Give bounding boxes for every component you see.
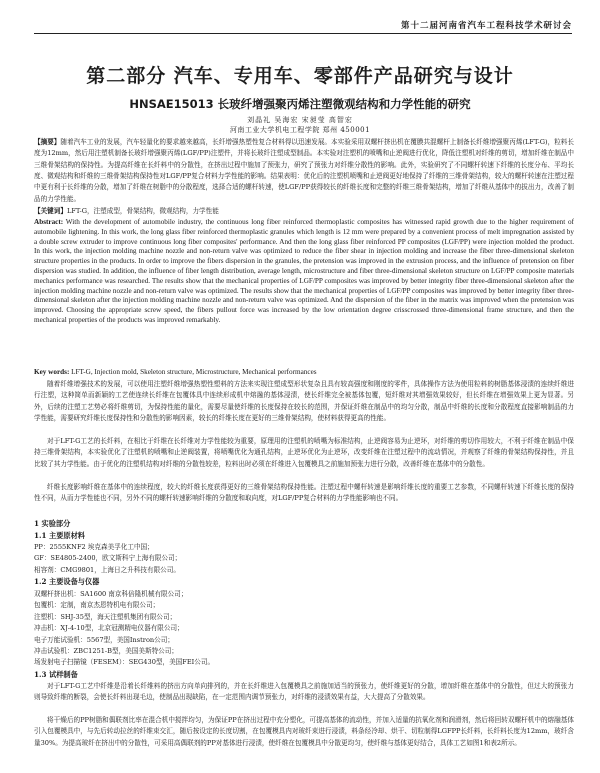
intro-paragraph-1: 随着纤维增强技术的发展，可以使用注塑纤维增强热塑性塑料的方法来实现注塑成型形状复杂且具有较高强度和刚度的零件，具体操作方法为使用粒料的树脂基体浸渍的连续纤维进行注塑，这种简单而新颖的工艺使连续长纤维在包覆体具中连续形成机中熔融的基体浸渍，使长纤维完全被基体包覆，短纤维对其增强效果较好，但长纤维在增强效果上更为显著。另外，后续的注塑工艺势必将纤维剪切，为保持性能的量化，需要尽量使纤维的长度保持在较长的范围，并保证纤维在制品中的均匀分散，制品中纤维的长度和分散程度直接影响制品的力学性能，需要研究纤维长度保持性和分散性的影响因素，较长的纤维长度在更好的三维骨架结构，使材料获得更高的性能。 bbox=[34, 380, 574, 423]
keywords-en bbox=[34, 367, 574, 378]
abstract-en-text: With the development of automobile industry, the continuous long fiber reinforced thermoplastic composites has witnessed rapid growth due to the higher requirement of automobile lightening. In this work, the long glass fiber reinforced thermoplastic granules which length is 12 mm were prepared by a convenient process of melt impregnation assisted by a double screw extruder to improve continuous long fiber composites' performance. And then the long glass fiber reinforced PP composites (LGF/PP) were injection molded the product. In this work, the injection molding machine nozzle and non-return valve was optimized to reduce the fiber shear in injection molding and increase the fiber three-dimensional skeleton structure properties in the products. In order to improve the fibers dispersion in the granules, the pretension was improved in the extrusion process, and the influence of pretension on fiber dispersion was studied. In addition, the influence of fiber length distribution, average length, microstructure and fiber three-dimensional skeleton structure on LGF/PP composite materials mechanics performance was researched. The results show that the mechanical properties of LGF/PP composites was improved by better integrity fiber three-dimensional skeleton after the injection molding machine nozzle and non-return valve was optimized. The results show that the mechanical properties of LGF/PP composites was improved by better integrity fiber three-dimensional skeleton after the injection molding machine nozzle and non-return valve was optimized. And the dispersion of the fiber in the matrix was improved when the pretension was improved. Choosing the appropriate screw speed, the fibers pullout force was increased by the low orientation degree crisscrossed three-dimensional frame structure, and then the mechanical properties of the products was improved remarkably. bbox=[34, 218, 574, 324]
abstract-en-label: Abstract: bbox=[34, 218, 64, 226]
list-item: GF：SE4805-2400，欧文斯科宁上海有限公司； bbox=[34, 554, 182, 563]
intro-paragraph-3: 纤维长度影响纤维在基体中的连续程度，较大的纤维长度获得更好的三维骨架结构保持性能。注塑过程中螺杆转速是影响纤维长度的重要工艺参数，不同螺杆转速下纤维长度的保持性不同，从而力学性能也不同，另外不同的螺杆转速影响纤维的分散度和取向度，对LGF/PP复合材料的力学性能影响也不同。 bbox=[34, 483, 574, 503]
materials-list bbox=[34, 542, 574, 576]
authors: 刘晶礼 吴海宏 宋昶莹 高智宏 bbox=[247, 116, 353, 124]
list-item: 电子万能试验机：5567型，美国Instron公司； bbox=[34, 635, 174, 644]
list-item: 冲击机：XJ-4-10型，北京冠测精电仪器有限公司； bbox=[34, 624, 184, 633]
abstract-cn-text: 随着汽车工业的发展，汽车轻量化的要求越来越高，长纤增强热塑性复合材料得以迅速发展。本实验采用双螺杆挤出机在覆膜共混螺杆上制备长纤维增强聚丙烯(LFT-G)，粒料长度为12mm，然后用注塑机制备长玻纤增强聚丙烯(LGF/PP)注塑件，并将长玻纤注塑成型制品。本实验对注塑机的喷嘴和止逆阀进行优化，降低注塑机对纤维的剪切，增加纤维在制品中三维骨架结构的保持性。为提高纤维在长纤料中的分散性，在挤出过程中施加了预张力，研究了预张力对纤维分散性的影响。此外，实验研究了不同螺杆转速下纤维的长度分布、平均长度、微观结构和纤维的三维骨架结构保持性对LGF/PP复合材料力学性能的影响。结果表明：优化后的注塑机喷嘴和止逆阀更好地保持了纤维的三维骨架结构，较大的螺杆转速在注塑过程中更有利于长纤维的分散，增加了纤维在树脂中的分散程度，选择合适的螺杆转速，使LGF/PP获得较长的纤维长度和完整的纤维三维骨架结构，增加了纤维从基体中的拔出力，改善了制品的力学性能。 bbox=[34, 138, 574, 203]
abstract-en bbox=[34, 218, 574, 366]
running-header: 第十二届河南省汽车工程科技学术研讨会 bbox=[400, 21, 572, 31]
list-item: 包覆机：定制，南京杰恩特机电有限公司； bbox=[34, 601, 160, 610]
paper-title: HNSAE15013 长玻纤增强聚丙烯注塑微观结构和力学性能的研究 bbox=[129, 97, 471, 111]
preparation-paragraph-1: 对于LFT-G工艺中纤维是沿着长纤维料的挤出方向单向排列的，并在长纤维进入包覆模具之前施加适当的预张力，使纤维更好的分散，增加纤维在基体中的分散性，但过大的预张力则导致纤维的断裂，会使长纤料出现毛边，使制品出现缺陷，在一定范围内调节预张力，对纤维的浸渍效果有益，大大提高了分散效果。 bbox=[34, 682, 574, 702]
keywords-en-label: Key words: bbox=[34, 368, 70, 376]
section-heading-preparation: 1.3 试样制备 bbox=[34, 670, 78, 679]
keywords-cn-label: 【关键词】 bbox=[34, 207, 67, 215]
keywords-en-text: LFT-G, Injection mold, Skeleton structure, Microstructure, Mechanical performances bbox=[71, 368, 317, 376]
part-title: 第二部分 汽车、专用车、零部件产品研究与设计 bbox=[86, 65, 514, 87]
keywords-cn-text: LFT-G，注塑成型，骨架结构，微观结构，力学性能 bbox=[66, 207, 219, 215]
affiliation: 河南工业大学机电工程学院 郑州 450001 bbox=[229, 126, 371, 134]
list-item: PP：2555KNF2 埃克森美孚化工中国； bbox=[34, 543, 154, 551]
intro-paragraph-2: 对于LFT-G工艺的长纤料，在相比于纤维在长纤维对力学性能较为重要，原理用的注塑机的喷嘴为标准结构，止逆阀容易为止逆环，对纤维的剪切作用较大，不利于纤维在制品中保持三维骨架结构，本实验优化了注塑机的喷嘴和止逆阀装置，将喷嘴优化为通孔结构，止逆环优化为止逆环，改变纤维在注塑过程中的流动情况，并观察了纤维的骨架结构保持性，并且比较了其力学性能。由于优化的注塑机结构对纤维的分散性较差，粒料出时必须在纤维进入包覆模具之前施加预张力进行分散，改善纤维在基体中的分散性。 bbox=[34, 437, 574, 468]
list-item: 场发射电子扫描镜（FESEM）：SEG430型，美国FEI公司。 bbox=[34, 658, 215, 667]
list-item: 双螺杆挤出机：SA1600 南京科倍隆机械有限公司； bbox=[34, 590, 188, 598]
list-item: 冲击试验机：ZBC1251-B型，美国美斯特公司； bbox=[34, 647, 178, 656]
header-rule bbox=[34, 33, 572, 34]
section-heading-experiment: 1 实验部分 bbox=[34, 519, 71, 528]
abstract-cn-label: 【摘要】 bbox=[34, 138, 61, 146]
list-item: 相容剂：CMG9801，上海日之升科技有限公司。 bbox=[34, 565, 180, 574]
keywords-cn bbox=[34, 206, 574, 218]
equipment-list bbox=[34, 589, 574, 669]
section-heading-materials: 1.1 主要原材料 bbox=[34, 531, 85, 540]
list-item: 注塑机：SHJ-35型，海天注塑机集团有限公司； bbox=[34, 612, 177, 621]
section-heading-equipment: 1.2 主要设备与仪器 bbox=[34, 577, 100, 586]
abstract-cn bbox=[34, 137, 574, 206]
preparation-paragraph-2: 将干燥后的PP树脂和偶联剂比率在混合机中搅拌均匀，为保证PP在挤出过程中充分塑化，可提高基体的流动性，并加入适量的抗氧化剂和润滑剂，然后将回转双螺杆机中的熔融基体引入包覆模具中，与先后转动拉丝的纤维束交汇，随后按设定的长度切割，在包覆模具内对玻纤束进行浸渍，料条经冷却、烘干、切粒制得LGFPP长纤料，长纤料长度为12mm，玻纤含量30%。为提高玻纤在挤出中的分散性，可采用高偶联剂的PP对基体进行浸渍，使纤维在包覆模具中分散更均匀，使纤维与基体更好结合，具体工艺如图1和表2所示。 bbox=[34, 716, 574, 747]
